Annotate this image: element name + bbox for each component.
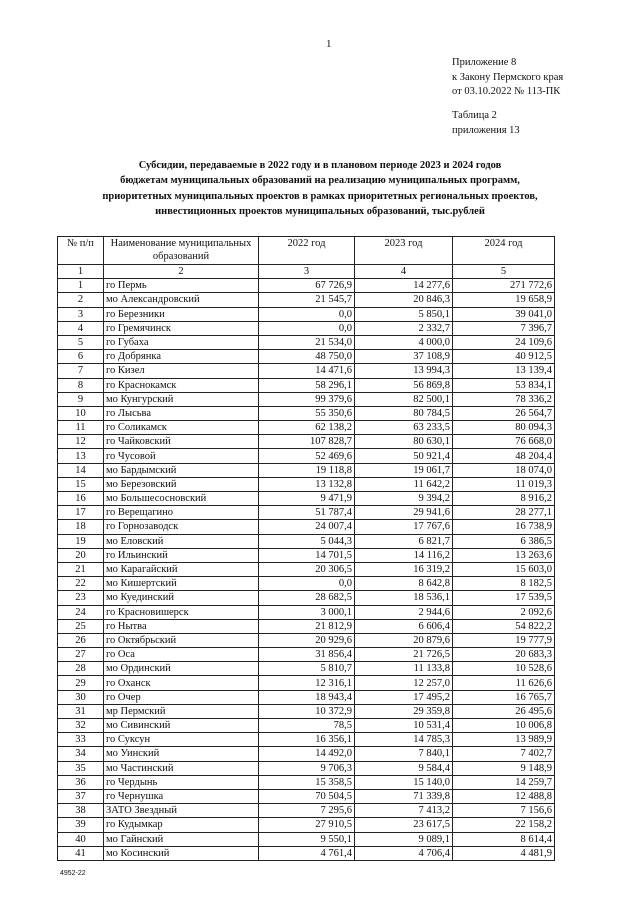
header-2023: 2023 год bbox=[355, 237, 453, 265]
table-row bbox=[58, 747, 555, 761]
value-2024: 78 336,2 bbox=[453, 392, 555, 406]
table-row bbox=[58, 832, 555, 846]
value-2024: 13 139,4 bbox=[453, 364, 555, 378]
value-2024: 17 539,5 bbox=[453, 591, 555, 605]
row-number: 36 bbox=[58, 775, 104, 789]
row-number: 17 bbox=[58, 506, 104, 520]
municipality-name: мо Большесосновский bbox=[104, 492, 259, 506]
municipality-name: го Очер bbox=[104, 690, 259, 704]
row-number: 3 bbox=[58, 307, 104, 321]
value-2022: 20 306,5 bbox=[259, 562, 355, 576]
municipality-name: мо Александровский bbox=[104, 293, 259, 307]
value-2022: 14 701,5 bbox=[259, 548, 355, 562]
table-row bbox=[58, 279, 555, 293]
row-number: 9 bbox=[58, 392, 104, 406]
value-2023: 5 850,1 bbox=[355, 307, 453, 321]
row-number: 22 bbox=[58, 577, 104, 591]
value-2022: 24 007,4 bbox=[259, 520, 355, 534]
value-2022: 62 138,2 bbox=[259, 421, 355, 435]
value-2022: 99 379,6 bbox=[259, 392, 355, 406]
row-number: 27 bbox=[58, 648, 104, 662]
table-row bbox=[58, 492, 555, 506]
municipality-name: го Верещагино bbox=[104, 506, 259, 520]
value-2022: 18 943,4 bbox=[259, 690, 355, 704]
header-num: № п/п bbox=[58, 237, 104, 265]
value-2022: 5 810,7 bbox=[259, 662, 355, 676]
value-2023: 6 606,4 bbox=[355, 619, 453, 633]
value-2022: 20 929,6 bbox=[259, 633, 355, 647]
value-2022: 9 550,1 bbox=[259, 832, 355, 846]
value-2022: 21 534,0 bbox=[259, 335, 355, 349]
table-row bbox=[58, 733, 555, 747]
appendix-line: Приложение 8 bbox=[452, 57, 517, 68]
row-number: 39 bbox=[58, 818, 104, 832]
value-2023: 9 394,2 bbox=[355, 492, 453, 506]
table-row bbox=[58, 704, 555, 718]
table-row bbox=[58, 378, 555, 392]
value-2024: 53 834,1 bbox=[453, 378, 555, 392]
column-number: 3 bbox=[259, 265, 355, 279]
municipality-name: мо Частинский bbox=[104, 761, 259, 775]
value-2023: 16 319,2 bbox=[355, 562, 453, 576]
value-2022: 15 358,5 bbox=[259, 775, 355, 789]
value-2024: 7 396,7 bbox=[453, 321, 555, 335]
column-number: 2 bbox=[104, 265, 259, 279]
value-2023: 18 536,1 bbox=[355, 591, 453, 605]
value-2023: 17 767,6 bbox=[355, 520, 453, 534]
municipality-name: го Лысьва bbox=[104, 406, 259, 420]
value-2024: 13 263,6 bbox=[453, 548, 555, 562]
municipality-name: го Пермь bbox=[104, 279, 259, 293]
row-number: 23 bbox=[58, 591, 104, 605]
value-2024: 39 041,0 bbox=[453, 307, 555, 321]
title-line: бюджетам муниципальных образований на реализацию муниципальных программ, bbox=[120, 175, 520, 187]
table-row bbox=[58, 506, 555, 520]
table-row bbox=[58, 719, 555, 733]
value-2023: 9 089,1 bbox=[355, 832, 453, 846]
row-number: 6 bbox=[58, 350, 104, 364]
value-2023: 12 257,0 bbox=[355, 676, 453, 690]
header-2024: 2024 год bbox=[453, 237, 555, 265]
value-2024: 15 603,0 bbox=[453, 562, 555, 576]
value-2024: 8 182,5 bbox=[453, 577, 555, 591]
value-2022: 0,0 bbox=[259, 307, 355, 321]
table-row bbox=[58, 775, 555, 789]
table-row bbox=[58, 789, 555, 803]
row-number: 31 bbox=[58, 704, 104, 718]
value-2022: 107 828,7 bbox=[259, 435, 355, 449]
value-2022: 31 856,4 bbox=[259, 648, 355, 662]
header-municipality-name: Наименование муниципальных образований bbox=[104, 237, 259, 265]
municipality-name: ЗАТО Звездный bbox=[104, 804, 259, 818]
value-2023: 71 339,8 bbox=[355, 789, 453, 803]
value-2023: 11 642,2 bbox=[355, 477, 453, 491]
value-2023: 20 879,6 bbox=[355, 633, 453, 647]
table-row bbox=[58, 577, 555, 591]
value-2024: 16 765,7 bbox=[453, 690, 555, 704]
appendix-reference bbox=[452, 56, 563, 100]
row-number: 16 bbox=[58, 492, 104, 506]
row-number: 21 bbox=[58, 562, 104, 576]
row-number: 40 bbox=[58, 832, 104, 846]
value-2023: 2 332,7 bbox=[355, 321, 453, 335]
table-row bbox=[58, 804, 555, 818]
column-numbers-row bbox=[58, 265, 555, 279]
value-2024: 16 738,9 bbox=[453, 520, 555, 534]
title-line: Субсидии, передаваемые в 2022 году и в плановом периоде 2023 и 2024 годов bbox=[138, 160, 502, 171]
row-number: 11 bbox=[58, 421, 104, 435]
value-2024: 14 259,7 bbox=[453, 775, 555, 789]
value-2023: 4 706,4 bbox=[355, 846, 453, 860]
value-2023: 11 133,8 bbox=[355, 662, 453, 676]
value-2022: 51 787,4 bbox=[259, 506, 355, 520]
title-line: приоритетных муниципальных проектов в рамках приоритетных региональных проектов, bbox=[102, 190, 538, 202]
value-2023: 29 941,6 bbox=[355, 506, 453, 520]
municipality-name: го Оханск bbox=[104, 676, 259, 690]
value-2024: 22 158,2 bbox=[453, 818, 555, 832]
value-2024: 19 777,9 bbox=[453, 633, 555, 647]
municipality-name: мо Сивинский bbox=[104, 719, 259, 733]
row-number: 15 bbox=[58, 477, 104, 491]
table-row bbox=[58, 619, 555, 633]
table-row bbox=[58, 562, 555, 576]
title-line: инвестиционных проектов муниципальных образований, тыс.рублей bbox=[155, 205, 485, 217]
value-2024: 10 006,8 bbox=[453, 719, 555, 733]
value-2023: 20 846,3 bbox=[355, 293, 453, 307]
table-row bbox=[58, 662, 555, 676]
table-reference-line: Таблица 2 bbox=[452, 110, 497, 121]
value-2023: 80 784,5 bbox=[355, 406, 453, 420]
value-2023: 29 359,8 bbox=[355, 704, 453, 718]
municipality-name: го Чернушка bbox=[104, 789, 259, 803]
value-2024: 9 148,9 bbox=[453, 761, 555, 775]
value-2024: 24 109,6 bbox=[453, 335, 555, 349]
value-2023: 13 994,3 bbox=[355, 364, 453, 378]
value-2023: 19 061,7 bbox=[355, 463, 453, 477]
table-row bbox=[58, 392, 555, 406]
municipality-name: мр Пермский bbox=[104, 704, 259, 718]
value-2022: 21 545,7 bbox=[259, 293, 355, 307]
row-number: 32 bbox=[58, 719, 104, 733]
municipality-name: мо Еловский bbox=[104, 534, 259, 548]
municipality-name: мо Березовский bbox=[104, 477, 259, 491]
value-2023: 15 140,0 bbox=[355, 775, 453, 789]
document-title bbox=[60, 158, 580, 219]
value-2022: 48 750,0 bbox=[259, 350, 355, 364]
table-header-row bbox=[58, 237, 555, 265]
value-2022: 14 471,6 bbox=[259, 364, 355, 378]
municipality-name: мо Кунгурский bbox=[104, 392, 259, 406]
value-2024: 28 277,1 bbox=[453, 506, 555, 520]
value-2022: 0,0 bbox=[259, 577, 355, 591]
municipality-name: го Кизел bbox=[104, 364, 259, 378]
value-2024: 2 092,6 bbox=[453, 605, 555, 619]
municipality-name: го Красновишерск bbox=[104, 605, 259, 619]
row-number: 25 bbox=[58, 619, 104, 633]
table-row bbox=[58, 761, 555, 775]
row-number: 26 bbox=[58, 633, 104, 647]
value-2023: 2 944,6 bbox=[355, 605, 453, 619]
table-row bbox=[58, 335, 555, 349]
value-2024: 11 626,6 bbox=[453, 676, 555, 690]
value-2024: 8 614,4 bbox=[453, 832, 555, 846]
row-number: 28 bbox=[58, 662, 104, 676]
value-2023: 14 277,6 bbox=[355, 279, 453, 293]
municipality-name: го Гремячинск bbox=[104, 321, 259, 335]
municipality-name: го Добрянка bbox=[104, 350, 259, 364]
table-row bbox=[58, 307, 555, 321]
table-row bbox=[58, 648, 555, 662]
value-2023: 9 584,4 bbox=[355, 761, 453, 775]
row-number: 1 bbox=[58, 279, 104, 293]
value-2023: 14 116,2 bbox=[355, 548, 453, 562]
value-2024: 76 668,0 bbox=[453, 435, 555, 449]
column-number: 5 bbox=[453, 265, 555, 279]
municipality-name: го Кудымкар bbox=[104, 818, 259, 832]
municipality-name: го Губаха bbox=[104, 335, 259, 349]
municipality-name: мо Куединский bbox=[104, 591, 259, 605]
value-2022: 21 812,9 bbox=[259, 619, 355, 633]
municipality-name: го Чусовой bbox=[104, 449, 259, 463]
value-2024: 26 564,7 bbox=[453, 406, 555, 420]
value-2024: 20 683,3 bbox=[453, 648, 555, 662]
table-row bbox=[58, 435, 555, 449]
value-2022: 12 316,1 bbox=[259, 676, 355, 690]
value-2023: 7 413,2 bbox=[355, 804, 453, 818]
row-number: 8 bbox=[58, 378, 104, 392]
table-row bbox=[58, 846, 555, 860]
municipality-name: мо Косинский bbox=[104, 846, 259, 860]
appendix-line: от 03.10.2022 № 113-ПК bbox=[452, 86, 561, 97]
value-2024: 26 495,6 bbox=[453, 704, 555, 718]
value-2022: 27 910,5 bbox=[259, 818, 355, 832]
value-2022: 4 761,4 bbox=[259, 846, 355, 860]
table-row bbox=[58, 477, 555, 491]
row-number: 10 bbox=[58, 406, 104, 420]
municipality-name: го Ильинский bbox=[104, 548, 259, 562]
municipality-name: го Нытва bbox=[104, 619, 259, 633]
row-number: 20 bbox=[58, 548, 104, 562]
row-number: 14 bbox=[58, 463, 104, 477]
table-row bbox=[58, 293, 555, 307]
value-2024: 19 658,9 bbox=[453, 293, 555, 307]
municipality-name: мо Уинский bbox=[104, 747, 259, 761]
value-2024: 12 488,8 bbox=[453, 789, 555, 803]
value-2022: 58 296,1 bbox=[259, 378, 355, 392]
row-number: 12 bbox=[58, 435, 104, 449]
row-number: 35 bbox=[58, 761, 104, 775]
value-2022: 5 044,3 bbox=[259, 534, 355, 548]
row-number: 7 bbox=[58, 364, 104, 378]
row-number: 18 bbox=[58, 520, 104, 534]
table-row bbox=[58, 520, 555, 534]
row-number: 34 bbox=[58, 747, 104, 761]
value-2024: 271 772,6 bbox=[453, 279, 555, 293]
value-2024: 7 402,7 bbox=[453, 747, 555, 761]
municipality-name: го Горнозаводск bbox=[104, 520, 259, 534]
row-number: 41 bbox=[58, 846, 104, 860]
value-2023: 63 233,5 bbox=[355, 421, 453, 435]
value-2024: 7 156,6 bbox=[453, 804, 555, 818]
row-number: 2 bbox=[58, 293, 104, 307]
value-2022: 28 682,5 bbox=[259, 591, 355, 605]
table-row bbox=[58, 690, 555, 704]
value-2023: 82 500,1 bbox=[355, 392, 453, 406]
table-row bbox=[58, 321, 555, 335]
value-2023: 8 642,8 bbox=[355, 577, 453, 591]
value-2022: 19 118,8 bbox=[259, 463, 355, 477]
value-2024: 13 989,9 bbox=[453, 733, 555, 747]
municipality-name: го Чердынь bbox=[104, 775, 259, 789]
municipality-name: мо Кишертский bbox=[104, 577, 259, 591]
value-2022: 67 726,9 bbox=[259, 279, 355, 293]
subsidies-table bbox=[57, 236, 555, 861]
row-number: 30 bbox=[58, 690, 104, 704]
column-number: 1 bbox=[58, 265, 104, 279]
value-2024: 48 204,4 bbox=[453, 449, 555, 463]
value-2022: 13 132,8 bbox=[259, 477, 355, 491]
value-2023: 21 726,5 bbox=[355, 648, 453, 662]
value-2023: 6 821,7 bbox=[355, 534, 453, 548]
municipality-name: го Чайковский bbox=[104, 435, 259, 449]
value-2024: 4 481,9 bbox=[453, 846, 555, 860]
municipality-name: го Краснокамск bbox=[104, 378, 259, 392]
value-2023: 7 840,1 bbox=[355, 747, 453, 761]
value-2022: 9 471,9 bbox=[259, 492, 355, 506]
table-reference bbox=[452, 109, 520, 138]
column-number: 4 bbox=[355, 265, 453, 279]
municipality-name: го Березники bbox=[104, 307, 259, 321]
header-2022: 2022 год bbox=[259, 237, 355, 265]
value-2022: 3 000,1 bbox=[259, 605, 355, 619]
value-2022: 9 706,3 bbox=[259, 761, 355, 775]
municipality-name: мо Ординский bbox=[104, 662, 259, 676]
appendix-line: к Закону Пермского края bbox=[452, 71, 564, 83]
value-2024: 54 822,2 bbox=[453, 619, 555, 633]
row-number: 4 bbox=[58, 321, 104, 335]
value-2022: 55 350,6 bbox=[259, 406, 355, 420]
table-row bbox=[58, 421, 555, 435]
table-reference-line: приложения 13 bbox=[452, 124, 520, 136]
row-number: 29 bbox=[58, 676, 104, 690]
municipality-name: мо Гайнский bbox=[104, 832, 259, 846]
value-2022: 52 469,6 bbox=[259, 449, 355, 463]
value-2024: 18 074,0 bbox=[453, 463, 555, 477]
table-row bbox=[58, 818, 555, 832]
value-2024: 8 916,2 bbox=[453, 492, 555, 506]
row-number: 19 bbox=[58, 534, 104, 548]
row-number: 5 bbox=[58, 335, 104, 349]
table-row bbox=[58, 676, 555, 690]
value-2022: 14 492,0 bbox=[259, 747, 355, 761]
value-2024: 6 386,5 bbox=[453, 534, 555, 548]
page-number: 1 bbox=[326, 38, 332, 50]
row-number: 37 bbox=[58, 789, 104, 803]
value-2024: 11 019,3 bbox=[453, 477, 555, 491]
row-number: 13 bbox=[58, 449, 104, 463]
value-2023: 37 108,9 bbox=[355, 350, 453, 364]
table-row bbox=[58, 449, 555, 463]
value-2022: 78,5 bbox=[259, 719, 355, 733]
value-2023: 23 617,5 bbox=[355, 818, 453, 832]
municipality-name: го Октябрьский bbox=[104, 633, 259, 647]
municipality-name: мо Карагайский bbox=[104, 562, 259, 576]
value-2023: 50 921,4 bbox=[355, 449, 453, 463]
row-number: 24 bbox=[58, 605, 104, 619]
value-2022: 0,0 bbox=[259, 321, 355, 335]
row-number: 38 bbox=[58, 804, 104, 818]
table-row bbox=[58, 548, 555, 562]
value-2023: 10 531,4 bbox=[355, 719, 453, 733]
table-row bbox=[58, 633, 555, 647]
row-number: 33 bbox=[58, 733, 104, 747]
value-2023: 17 495,2 bbox=[355, 690, 453, 704]
value-2024: 80 094,3 bbox=[453, 421, 555, 435]
value-2024: 10 528,6 bbox=[453, 662, 555, 676]
table-row bbox=[58, 406, 555, 420]
table-row bbox=[58, 591, 555, 605]
table-row bbox=[58, 350, 555, 364]
value-2024: 40 912,5 bbox=[453, 350, 555, 364]
value-2022: 70 504,5 bbox=[259, 789, 355, 803]
municipality-name: го Соликамск bbox=[104, 421, 259, 435]
value-2023: 56 869,8 bbox=[355, 378, 453, 392]
table-row bbox=[58, 364, 555, 378]
table-row bbox=[58, 605, 555, 619]
table-row bbox=[58, 534, 555, 548]
value-2022: 7 295,6 bbox=[259, 804, 355, 818]
value-2022: 10 372,9 bbox=[259, 704, 355, 718]
municipality-name: мо Бардымский bbox=[104, 463, 259, 477]
value-2023: 80 630,1 bbox=[355, 435, 453, 449]
document-code: 4952-22 bbox=[60, 870, 86, 877]
municipality-name: го Суксун bbox=[104, 733, 259, 747]
value-2023: 14 785,3 bbox=[355, 733, 453, 747]
value-2023: 4 000,0 bbox=[355, 335, 453, 349]
value-2022: 16 356,1 bbox=[259, 733, 355, 747]
table-row bbox=[58, 463, 555, 477]
municipality-name: го Оса bbox=[104, 648, 259, 662]
